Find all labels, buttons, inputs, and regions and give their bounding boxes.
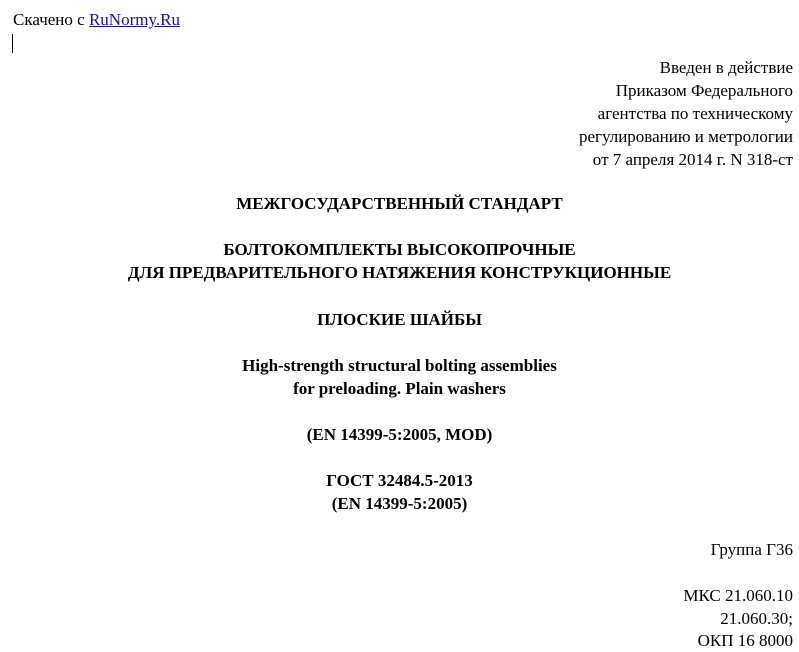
text-cursor	[12, 34, 13, 53]
source-line	[13, 9, 180, 31]
subtitle: ПЛОСКИЕ ШАЙБЫ	[317, 310, 482, 329]
source-prefix: Скачено с	[13, 10, 85, 29]
title-line-1: БОЛТОКОМПЛЕКТЫ ВЫСОКОПРОЧНЫЕ	[223, 240, 576, 259]
gost-number: ГОСТ 32484.5-2013	[326, 471, 473, 490]
en-reference: (EN 14399-5:2005, MOD)	[306, 425, 493, 444]
source-link[interactable]: RuNormy.Ru	[88, 10, 180, 29]
intro-line: Введен в действие	[659, 58, 793, 77]
standard-type: МЕЖГОСУДАРСТВЕННЫЙ СТАНДАРТ	[236, 194, 563, 213]
mks-code-1: МКС 21.060.10	[683, 586, 793, 605]
intro-block	[579, 56, 793, 171]
okp-code: ОКП 16 8000	[697, 631, 793, 650]
gost-en-reference: (EN 14399-5:2005)	[331, 494, 468, 513]
intro-line: от 7 апреля 2014 г. N 318-ст	[592, 150, 793, 169]
title-line-2: ДЛЯ ПРЕДВАРИТЕЛЬНОГО НАТЯЖЕНИЯ КОНСТРУКЦИОННЫЕ	[127, 263, 672, 282]
group-code: Группа Г36	[710, 540, 793, 559]
mks-code-2: 21.060.30;	[720, 609, 793, 628]
intro-line: агентства по техническому	[597, 104, 793, 123]
intro-line: регулированию и метрологии	[578, 127, 793, 146]
intro-line: Приказом Федерального	[615, 81, 793, 100]
english-title-line-2: for preloading. Plain washers	[293, 379, 506, 398]
english-title-line-1: High-strength structural bolting assemblies	[242, 356, 557, 375]
